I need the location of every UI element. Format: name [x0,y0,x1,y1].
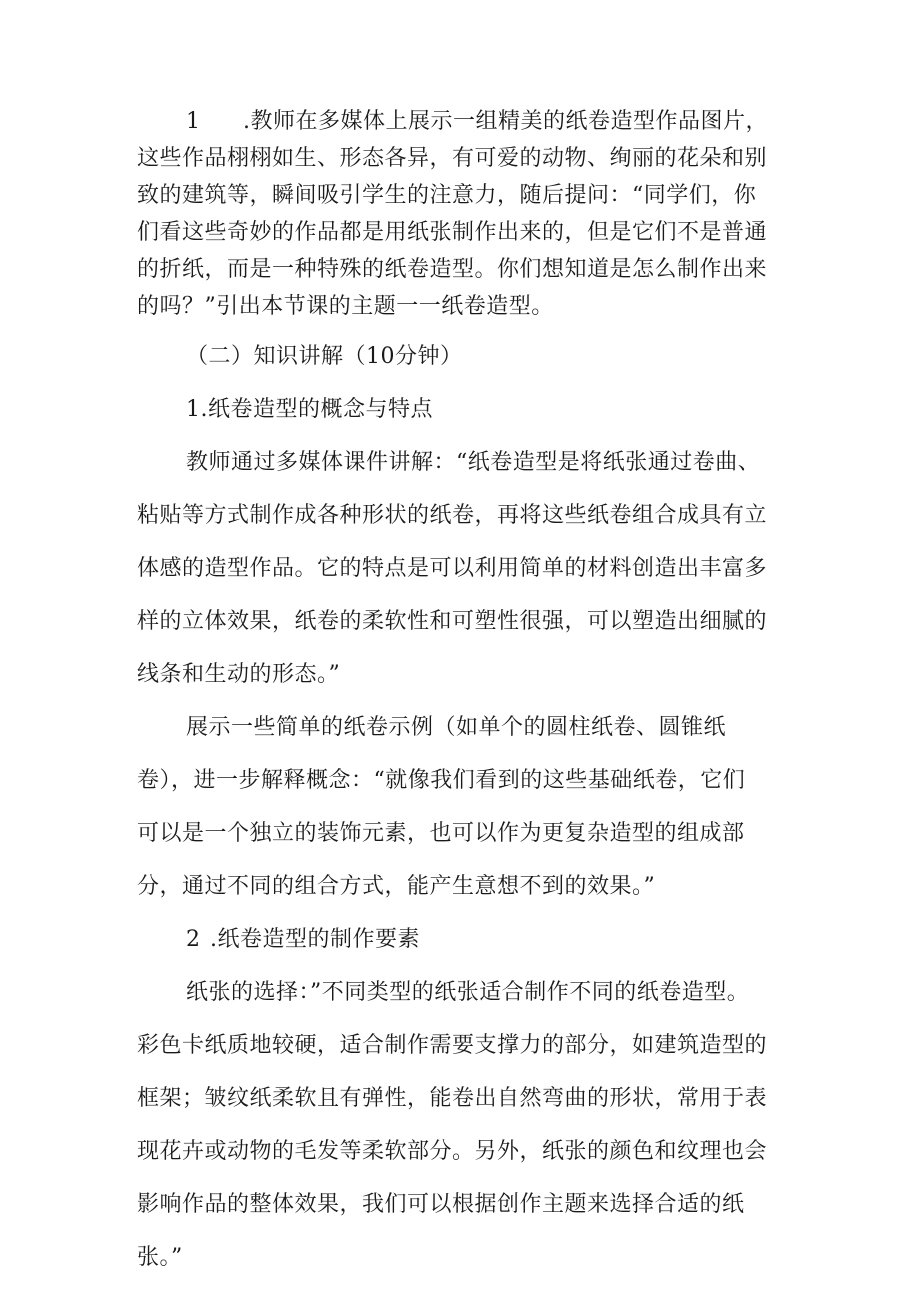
subheading-number: 2 [186,927,201,952]
paragraph-line: 的折纸，而是一种特殊的纸卷造型。你们想知道是怎么制作出来 [137,257,768,282]
paragraph-line: 框架；皱纹纸柔软且有弹性，能卷出自然弯曲的形状，常用于表 [137,1086,768,1111]
section-heading: （二）知识讲解（10分钟） [186,344,463,369]
paragraph-line: 样的立体效果，纸卷的柔软性和可塑性很强，可以塑造出细腻的 [137,609,768,634]
paragraph-line: 现花卉或动物的毛发等柔软部分。另外，纸张的颜色和纹理也会 [137,1139,768,1164]
paragraph-line: 可以是一个独立的装饰元素，也可以作为更复杂造型的组成部 [137,821,745,846]
paragraph-line: 的吗？”引出本节课的主题一一纸卷造型。 [137,294,554,319]
subheading-elements: .纸卷造型的制作要素 [210,927,420,952]
list-number-1: 1 [186,109,201,134]
paragraph-line: 分，通过不同的组合方式，能产生意想不到的效果。” [137,874,656,899]
paragraph-line: 张。” [137,1245,183,1270]
paragraph-line: 这些作品栩栩如生、形态各异，有可爱的动物、绚丽的花朵和别 [137,146,768,171]
paragraph-line: 体感的造型作品。它的特点是可以利用简单的材料创造出丰富多 [137,556,768,581]
paragraph-line: 展示一些简单的纸卷示例（如单个的圆柱纸卷、圆锥纸 [186,715,727,740]
paragraph-line: 影响作品的整体效果，我们可以根据创作主题来选择合适的纸 [137,1192,745,1217]
paragraph-line: .教师在多媒体上展示一组精美的纸卷造型作品图片， [243,109,768,134]
paragraph-line: 粘贴等方式制作成各种形状的纸卷，再将这些纸卷组合成具有立 [137,503,768,528]
paragraph-line: 线条和生动的形态。” [137,662,341,687]
paragraph-line: 致的建筑等，瞬间吸引学生的注意力，随后提问：“同学们，你 [137,183,757,208]
paragraph-line: 们看这些奇妙的作品都是用纸张制作出来的，但是它们不是普通 [137,220,768,245]
paragraph-line: 彩色卡纸质地较硬，适合制作需要支撑力的部分，如建筑造型的 [137,1033,768,1058]
paragraph-line: 教师通过多媒体课件讲解：“纸卷造型是将纸张通过卷曲、 [186,450,761,475]
paragraph-line: 卷），进一步解释概念：“就像我们看到的这些基础纸卷，它们 [137,768,746,793]
paragraph-line: 纸张的选择：”不同类型的纸张适合制作不同的纸卷造型。 [186,980,750,1005]
subheading-concept: 1.纸卷造型的概念与特点 [186,397,433,422]
